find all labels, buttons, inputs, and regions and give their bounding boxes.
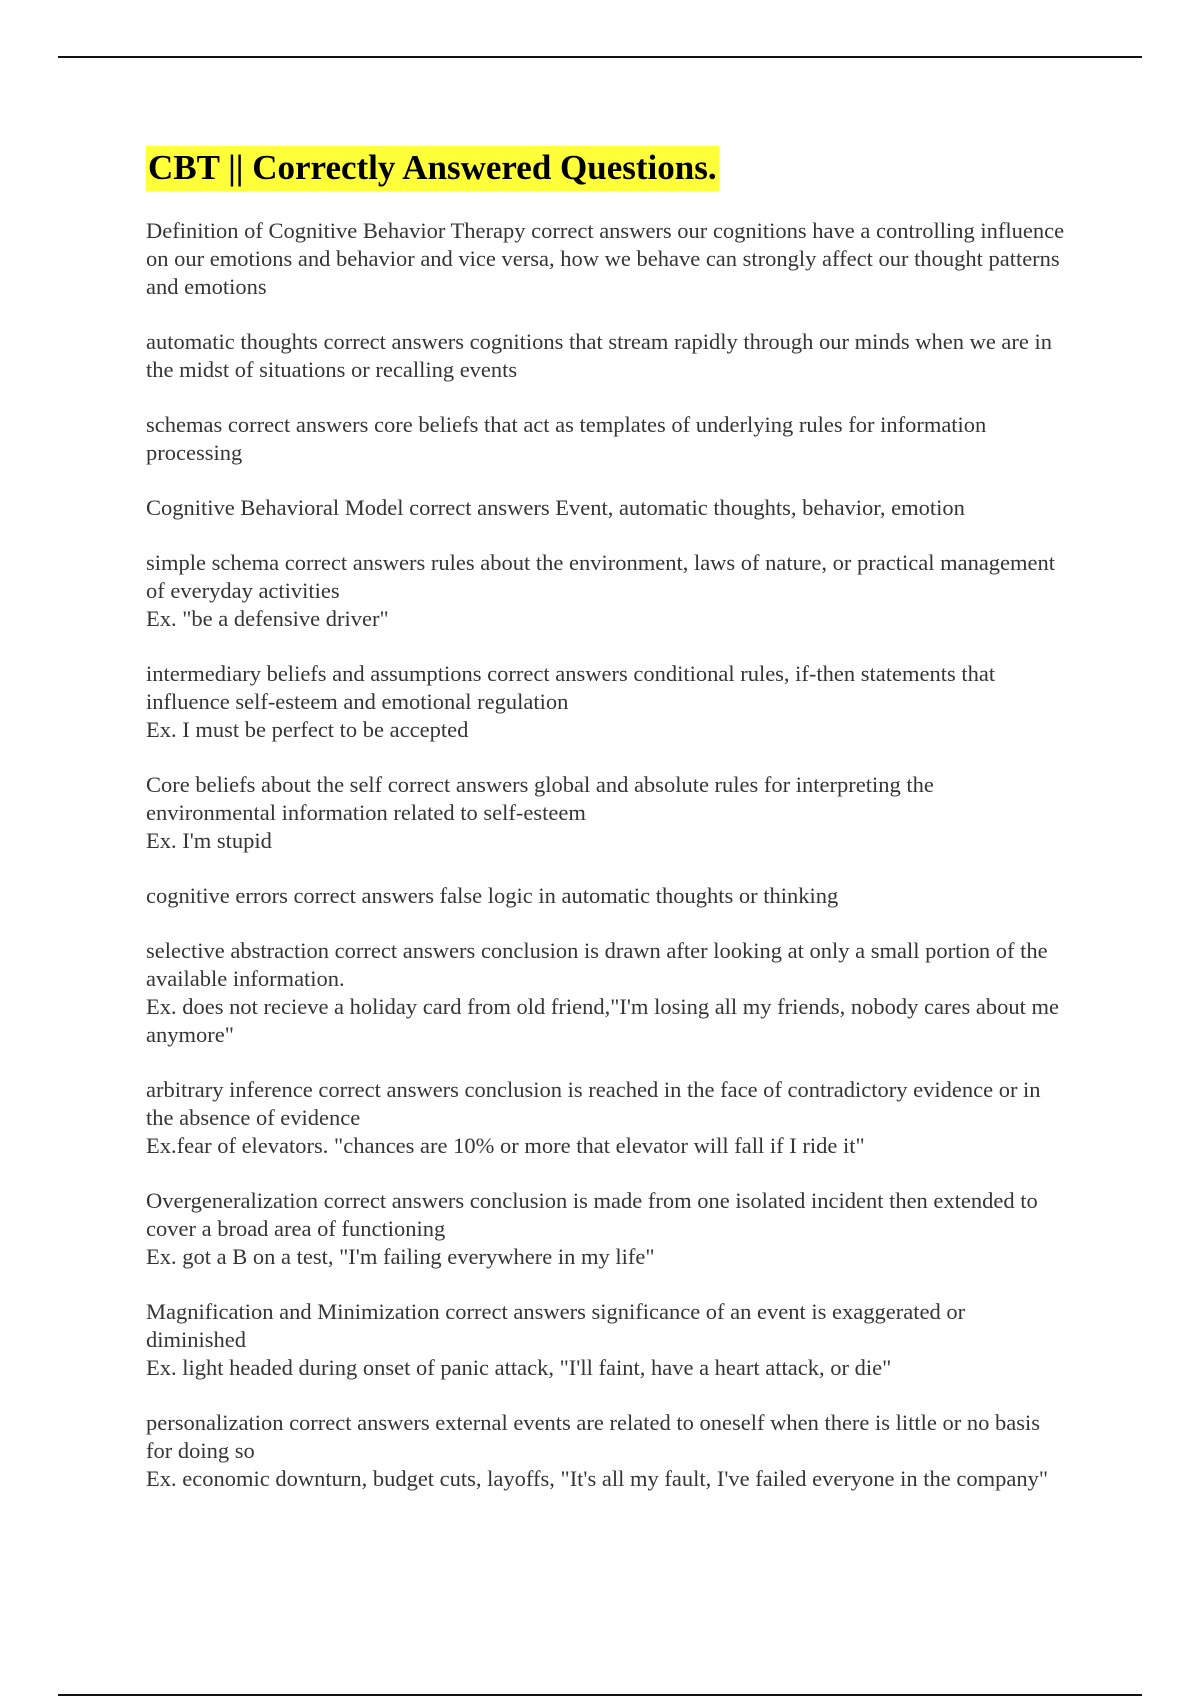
qa-text: cognitive errors correct answers false logic in automatic thoughts or thinking — [146, 883, 839, 908]
qa-text: Overgeneralization correct answers conclusion is made from one isolated incident then extended to cover a broad area of functioning — [146, 1188, 1038, 1241]
qa-text: intermediary beliefs and assumptions correct answers conditional rules, if-then statements that influence self-esteem and emotional regulation — [146, 661, 996, 714]
qa-entry — [146, 1409, 1066, 1493]
qa-text: Definition of Cognitive Behavior Therapy correct answers our cognitions have a controlling influence on our emotions and behavior and vice versa, how we behave can strongly affect our thought patterns and emotions — [146, 218, 1065, 299]
qa-entry — [146, 937, 1066, 1049]
document-title: CBT || Correctly Answered Questions. — [146, 146, 719, 191]
qa-text: arbitrary inference correct answers conclusion is reached in the face of contradictory evidence or in the absence of evidence — [146, 1077, 1041, 1130]
qa-example: Ex. I'm stupid — [146, 828, 272, 853]
qa-entry — [146, 1076, 1066, 1160]
bottom-rule — [58, 1694, 1142, 1696]
top-rule — [58, 56, 1142, 58]
qa-text: personalization correct answers external events are related to oneself when there is little or no basis for doing so — [146, 1410, 1041, 1463]
qa-text: simple schema correct answers rules about the environment, laws of nature, or practical management of everyday activities — [146, 550, 1056, 603]
qa-example: Ex.fear of elevators. "chances are 10% or more that elevator will fall if I ride it" — [146, 1133, 865, 1158]
qa-entry — [146, 660, 1066, 744]
qa-example: Ex. economic downturn, budget cuts, layoffs, "It's all my fault, I've failed everyone in the company" — [146, 1466, 1049, 1491]
qa-example: Ex. I must be perfect to be accepted — [146, 717, 469, 742]
qa-example: Ex. got a B on a test, "I'm failing everywhere in my life" — [146, 1244, 655, 1269]
qa-entry — [146, 1298, 1066, 1382]
qa-text: selective abstraction correct answers conclusion is drawn after looking at only a small portion of the available information. — [146, 938, 1048, 991]
qa-text: Cognitive Behavioral Model correct answers Event, automatic thoughts, behavior, emotion — [146, 495, 965, 520]
qa-text: automatic thoughts correct answers cognitions that stream rapidly through our minds when we are in the midst of situations or recalling events — [146, 329, 1053, 382]
qa-entry — [146, 411, 1066, 467]
qa-example: Ex. light headed during onset of panic attack, "I'll faint, have a heart attack, or die" — [146, 1355, 892, 1380]
qa-entry — [146, 494, 1066, 522]
qa-entry — [146, 1187, 1066, 1271]
qa-entry — [146, 771, 1066, 855]
qa-entry — [146, 549, 1066, 633]
qa-entry — [146, 217, 1066, 301]
qa-entry — [146, 882, 1066, 910]
qa-example: Ex. "be a defensive driver" — [146, 606, 389, 631]
document-body — [146, 146, 1066, 1520]
qa-entry — [146, 328, 1066, 384]
qa-text: schemas correct answers core beliefs that act as templates of underlying rules for information processing — [146, 412, 987, 465]
qa-text: Core beliefs about the self correct answers global and absolute rules for interpreting the environmental information related to self-esteem — [146, 772, 934, 825]
qa-text: Magnification and Minimization correct answers significance of an event is exaggerated or diminished — [146, 1299, 966, 1352]
qa-example: Ex. does not recieve a holiday card from old friend,"I'm losing all my friends, nobody cares about me anymore" — [146, 994, 1059, 1047]
